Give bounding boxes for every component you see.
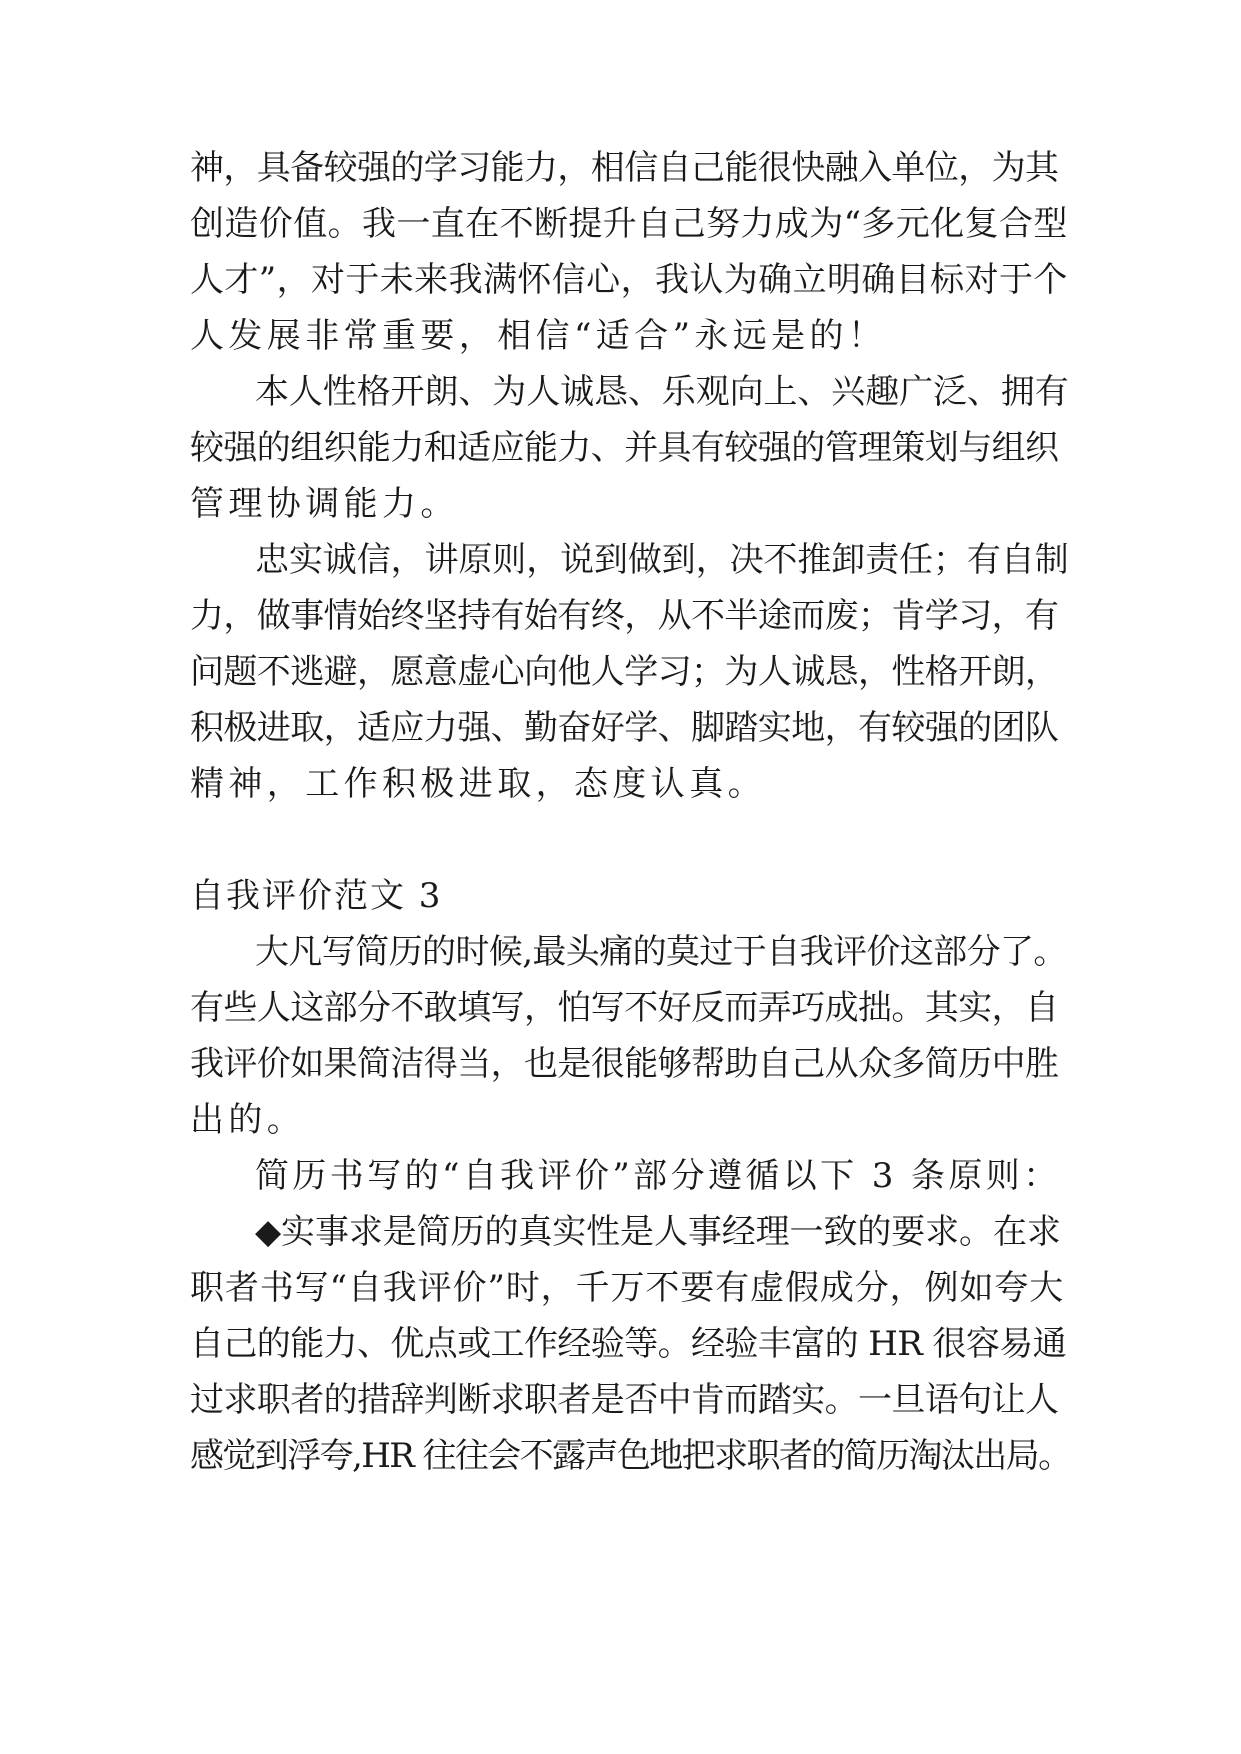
text-line: 大凡写简历的时候,最头痛的莫过于自我评价这部分了。: [255, 932, 1067, 972]
text-line: 力，做事情始终坚持有始有终，从不半途而废；肯学习，有: [190, 596, 1059, 636]
text-line: 精神，工作积极进取，态度认真。: [190, 764, 766, 804]
text-line: 感觉到浮夸,HR 往往会不露声色地把求职者的简历淘汰出局。: [190, 1436, 1071, 1476]
text-line: 我评价如果简洁得当，也是很能够帮助自己从众多简历中胜: [190, 1044, 1059, 1084]
text-line: 较强的组织能力和适应能力、并具有较强的管理策划与组织: [190, 428, 1059, 468]
text-line: 管理协调能力。: [190, 484, 459, 524]
section-heading: 自我评价范文 3: [190, 876, 443, 916]
text-line: 过求职者的措辞判断求职者是否中肯而踏实。一旦语句让人: [190, 1380, 1059, 1420]
text-line: ◆实事求是简历的真实性是人事经理一致的要求。在求: [255, 1212, 1061, 1252]
text-line: 简历书写的“自我评价”部分遵循以下 3 条原则：: [255, 1156, 1061, 1196]
text-line: 自己的能力、优点或工作经验等。经验丰富的 HR 很容易通: [190, 1324, 1067, 1364]
text-line: 出的。: [190, 1100, 306, 1140]
text-line: 积极进取，适应力强、勤奋好学、脚踏实地，有较强的团队: [190, 708, 1059, 748]
text-line: 人发展非常重要，相信“适合”永远是的！: [190, 316, 887, 356]
text-line: 本人性格开朗、为人诚恳、乐观向上、兴趣广泛、拥有: [255, 372, 1069, 412]
text-line: 忠实诚信，讲原则，说到做到，决不推卸责任；有自制: [255, 540, 1069, 580]
text-line: 创造价值。我一直在不断提升自己努力成为“多元化复合型: [190, 204, 1068, 244]
text-line: 职者书写“自我评价”时，千万不要有虚假成分，例如夸大: [190, 1268, 1065, 1308]
text-line: 人才”，对于未来我满怀信心，我认为确立明确目标对于个: [190, 260, 1068, 300]
text-line: 问题不逃避，愿意虚心向他人学习；为人诚恳，性格开朗，: [190, 652, 1059, 692]
text-line: 神，具备较强的学习能力，相信自己能很快融入单位，为其: [190, 148, 1059, 188]
text-line: 有些人这部分不敢填写，怕写不好反而弄巧成拙。其实，自: [190, 988, 1059, 1028]
